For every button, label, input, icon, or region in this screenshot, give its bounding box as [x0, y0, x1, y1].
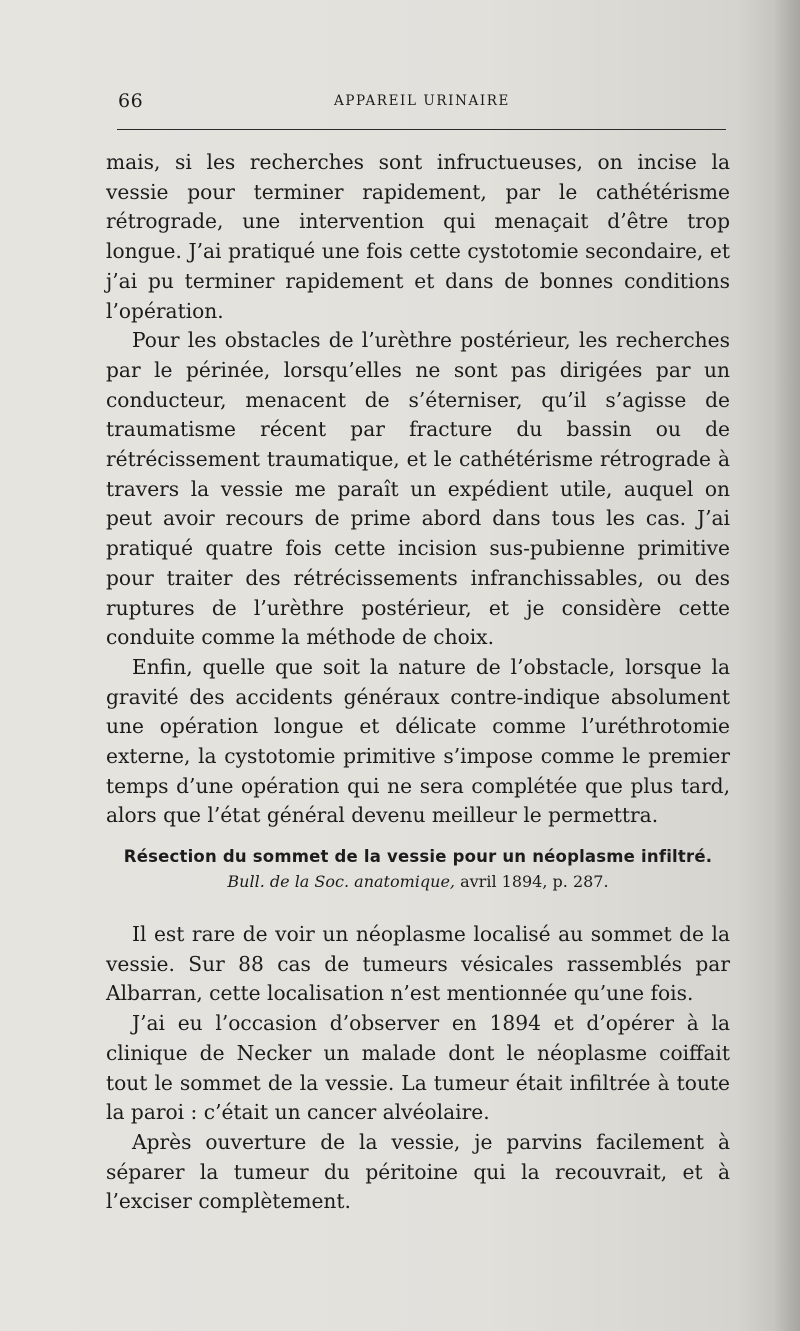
text-block-2 — [106, 920, 730, 1217]
text-block-1 — [106, 148, 730, 831]
page-number: 66 — [118, 90, 144, 112]
citation-date: avril 1894, p. 287. — [460, 872, 609, 891]
page-edge-shadow — [774, 0, 800, 1331]
citation-source: Bull. de la Soc. anatomique, — [227, 872, 455, 891]
header-rule — [117, 129, 726, 130]
running-head — [118, 90, 726, 116]
paragraph-obstacle-nature: Enfin, quelle que soit la nature de l’obstacle, lorsque la gravité des accidents généraux contre-indique absolument une opération longue et délicate comme l’uréthrotomie externe, la cystotomie primitive s’impose comme le premier temps d’une opération qui ne sera complétée que plus tard, alors que l’état général devenu meilleur le permettra. — [106, 654, 730, 828]
paragraph-rare-neoplasm: Il est rare de voir un néoplasme localisé au sommet de la vessie. Sur 88 cas de tumeurs vésicales rassemblés par Albarran, cette localisation n’est mentionnée qu’une fois. — [106, 922, 730, 1006]
running-title: APPAREIL URINAIRE — [333, 93, 511, 109]
section-citation — [106, 870, 730, 894]
paragraph-continued: mais, si les recherches sont infructueuses, on incise la vessie pour terminer rapidement, par le cathétérisme rétrograde, une intervention qui menaçait d’être trop longue. J’ai pratiqué une fois cette cystotomie secondaire, et j’ai pu terminer rapidement et dans de bonnes conditions l’opération. — [106, 150, 730, 323]
paragraph-posterior-urethra: Pour les obstacles de l’urèthre postérieur, les recherches par le périnée, lorsqu’elles ne sont pas dirigées par un conducteur, menacent de s’éterniser, qu’il s’agisse de traumatisme récent par fracture du bassin ou de rétrécissement traumatique, et le cathétérisme rétrograde à travers la vessie me paraît un expédient utile, auquel on peut avoir recours de prime abord dans tous les cas. J’ai pratiqué quatre fois cette incision sus-pubienne primitive pour traiter des rétrécissements infranchissables, ou des ruptures de l’urèthre postérieur, et je considère cette conduite comme la méthode de choix. — [106, 328, 730, 650]
section-heading: Résection du sommet de la vessie pour un néoplasme infiltré. — [123, 847, 713, 866]
paragraph-necker-case: J’ai eu l’occasion d’observer en 1894 et d’opérer à la clinique de Necker un malade dont le néoplasme coiffait tout le sommet de la vessie. La tumeur était infiltrée à toute la paroi : c’était un cancer alvéolaire. — [106, 1011, 730, 1125]
paragraph-resection: Après ouverture de la vessie, je parvins facilement à séparer la tumeur du péritoine qui la recouvrait, et à l’exciser complètement. — [106, 1129, 730, 1214]
